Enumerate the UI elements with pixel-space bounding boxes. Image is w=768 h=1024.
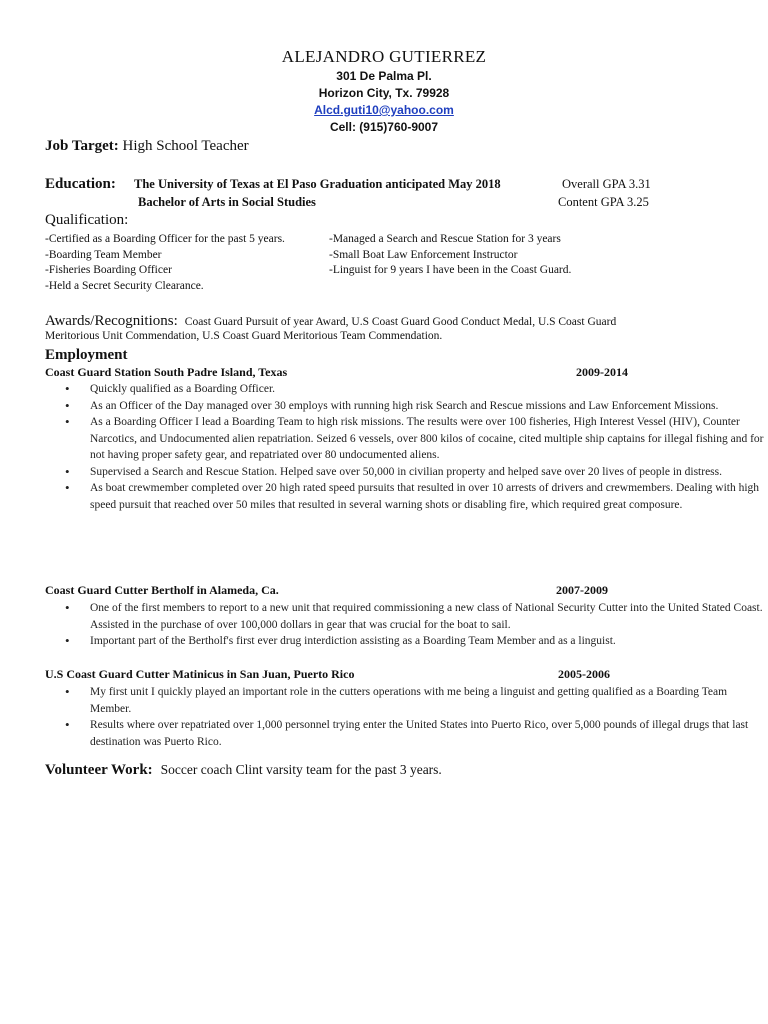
qualification-label: Qualification: [45, 212, 129, 228]
bullet-item: • Supervised a Search and Rescue Station. Helped save over 50,000 in civilian property and helped save over 20 lives of people in distress. [45, 464, 766, 481]
job-target-value: High School Teacher [122, 138, 249, 154]
job-target-label: Job Target: [45, 138, 119, 154]
qualification-right-0: -Managed a Search and Rescue Station for 3 years [329, 233, 561, 245]
employment-label: Employment [45, 347, 128, 363]
qualification-left-2: -Fisheries Boarding Officer [45, 264, 172, 276]
address-line-2: Horizon City, Tx. 79928 [318, 86, 450, 100]
email-line [0, 103, 768, 117]
address-line-1: 301 De Palma Pl. [336, 69, 432, 83]
cell-phone: Cell: (915)760-9007 [329, 120, 439, 134]
job-target [45, 138, 249, 155]
job-title: Coast Guard Cutter Bertholf in Alameda, Ca. [45, 583, 279, 597]
volunteer-label: Volunteer Work: [45, 762, 153, 778]
job-bullets [45, 684, 766, 750]
job-bullets [45, 600, 766, 650]
job-title: U.S Coast Guard Cutter Matinicus in San Juan, Puerto Rico [45, 667, 355, 681]
awards-line-1 [45, 312, 616, 330]
bullet-item: • As boat crewmember completed over 20 high rated speed pursuits that resulted in over 10 arrests of drivers and crewmembers. Dealing with high speed pursuit that reached over 50 miles that resulted in several warning shots or disabling fire, which required great composure. [45, 480, 766, 513]
email-link[interactable]: Alcd.guti10@yahoo.com [314, 103, 454, 117]
bullet-item: • Important part of the Bertholf's first ever drug interdiction assisting as a Boarding Team Member and as a linguist. [45, 633, 766, 650]
bullet-item: • As an Officer of the Day managed over 30 employs with running high risk Search and Rescue missions and Law Enforcement Missions. [45, 398, 766, 415]
awards-text-2: Meritorious Unit Commendation, U.S Coast Guard Meritorious Team Commendation. [45, 330, 443, 342]
bullet-item: • Results where over repatriated over 1,000 personnel trying enter the United States into Puerto Rico, over 5,000 pounds of illegal drugs that last destination was Puerto Rico. [45, 717, 766, 750]
job-years: 2005-2006 [558, 667, 610, 681]
qualification-left-1: -Boarding Team Member [45, 249, 162, 261]
qualification-right-1: -Small Boat Law Enforcement Instructor [329, 249, 518, 261]
awards-text-1: Coast Guard Pursuit of year Award, U.S Coast Guard Good Conduct Medal, U.S Coast Guard [184, 316, 617, 328]
job-years: 2009-2014 [576, 365, 628, 379]
education-school: The University of Texas at El Paso Graduation anticipated May 2018 [134, 177, 501, 191]
bullet-item: • As a Boarding Officer I lead a Boarding Team to high risk missions. The results were over 100 fisheries, High Interest Vessel (HIV), Counter Narcotics, and Undocumented alien repatriation. Seized 6 vessels, over 800 kilos of cocaine, cited multiple ship captains for illegal fishing and for not having proper safety gear, and repatriated over 80 undocumented aliens. [45, 414, 766, 464]
job-bullets [45, 381, 766, 513]
bullet-item: • My first unit I quickly played an important role in the cutters operations with me being a linguist and getting qualified as a Boarding Team Member. [45, 684, 766, 717]
bullet-item: • Quickly qualified as a Boarding Officer. [45, 381, 766, 398]
bullet-item: • One of the first members to report to a new unit that required commissioning a new class of National Security Cutter into the United Stated Coast. Assisted in the purchase of over 100,000 dollars in gear that was crucial for the boat to sail. [45, 600, 766, 633]
awards-label: Awards/Recognitions: [45, 313, 178, 329]
qualification-left-3: -Held a Secret Security Clearance. [45, 280, 204, 292]
volunteer-value: Soccer coach Clint varsity team for the past 3 years. [160, 762, 442, 777]
job-title: Coast Guard Station South Padre Island, Texas [45, 365, 288, 379]
qualification-right-2: -Linguist for 9 years I have been in the Coast Guard. [329, 264, 572, 276]
qualification-left-0: -Certified as a Boarding Officer for the past 5 years. [45, 233, 285, 245]
volunteer-work [45, 761, 442, 779]
education-label: Education: [45, 176, 116, 192]
resume-name: ALEJANDRO GUTIERREZ [281, 47, 487, 66]
gpa-overall: Overall GPA 3.31 [562, 177, 651, 191]
job-years: 2007-2009 [556, 583, 608, 597]
education-degree: Bachelor of Arts in Social Studies [138, 195, 316, 209]
gpa-content: Content GPA 3.25 [558, 195, 649, 209]
